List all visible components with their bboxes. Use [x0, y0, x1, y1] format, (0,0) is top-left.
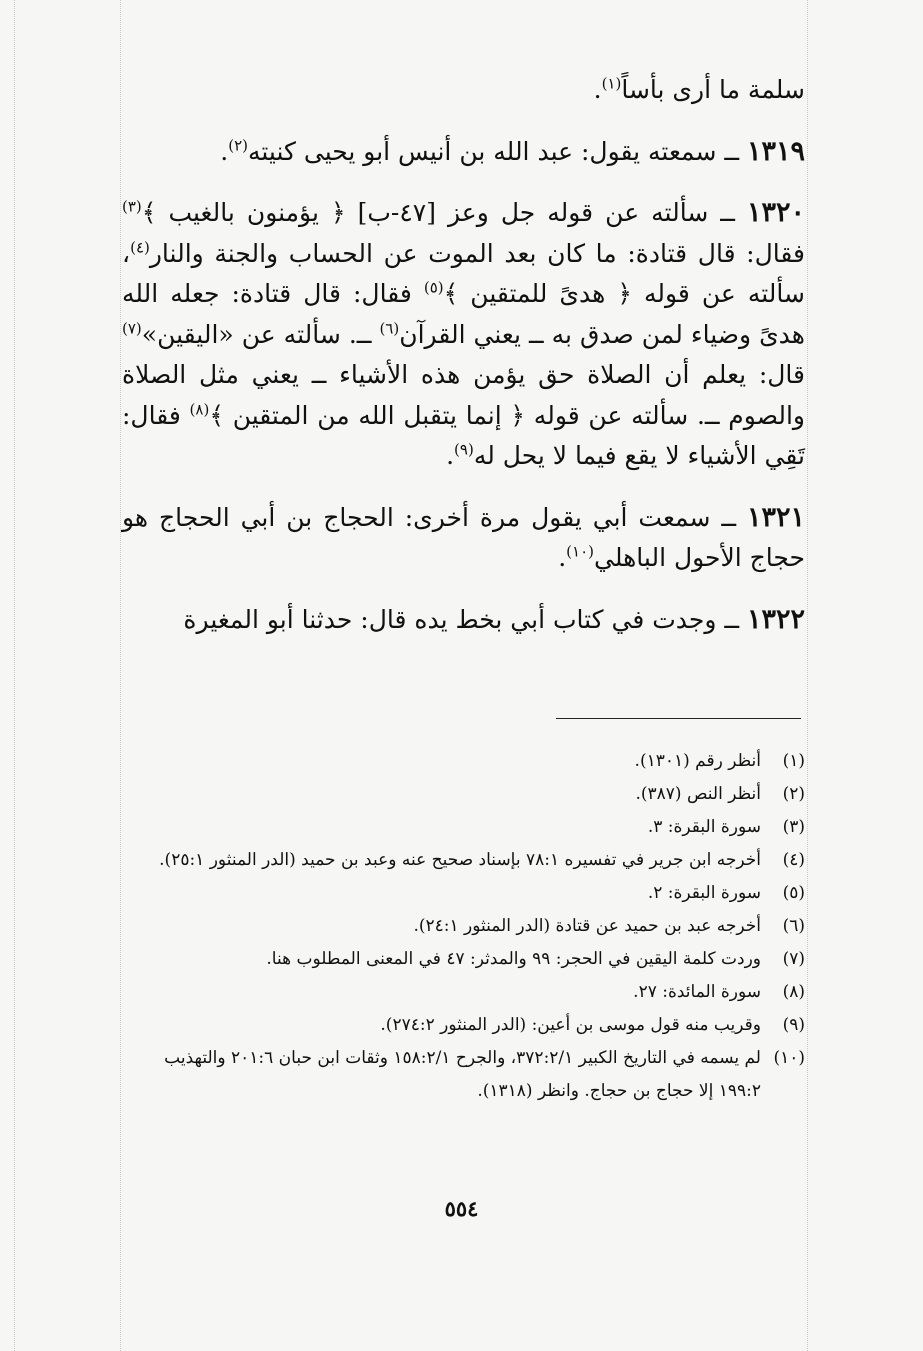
footnote-ref: (٧)	[122, 319, 142, 338]
main-text	[122, 70, 805, 661]
footnote-number: (٨)	[782, 982, 805, 1002]
footnote-item	[120, 745, 805, 778]
footnote-number: (٧)	[782, 949, 805, 969]
paragraph-text: ــ سمعته يقول: عبد الله بن أنيس أبو يحيى كنيته	[247, 136, 747, 166]
footnote-ref: (٢)	[228, 136, 248, 155]
footnote-ref: (٥)	[423, 278, 444, 297]
paragraph-text: ــ. سألته عن «اليقين»	[141, 319, 380, 349]
footnote-number: (١)	[782, 751, 805, 771]
footnote-item	[120, 778, 805, 811]
footnote-text: وردت كلمة اليقين في الحجر: ٩٩ والمدثر: ٤٧ في المعنى المطلوب هنا.	[266, 949, 761, 969]
footnote-text: وقريب منه قول موسى بن أعين: (الدر المنثور ٢٧٤:٢).	[380, 1015, 761, 1035]
footnote-number: (٢)	[782, 784, 805, 804]
footnote-number: (٤)	[782, 850, 805, 870]
footnote-number: (٩)	[782, 1015, 805, 1035]
footnote-item	[120, 1042, 805, 1108]
paragraph-continuation: سلمة ما أرى بأساً$^{(١)}$.	[593, 74, 805, 104]
footnote-item	[120, 811, 805, 844]
paragraph-1319: ١٣١٩ ــ سمعته يقول: عبد الله بن أنيس أبو يحيى كنيته$^{(٢)}$.	[220, 135, 805, 167]
footnote-item	[120, 877, 805, 910]
footnote-ref: (١٠)	[566, 542, 594, 561]
page-number: ٥٥٤	[444, 1196, 479, 1221]
paragraph-text: فقال: قال قتادة: ما كان بعد الموت عن الحساب والجنة والنار	[149, 238, 805, 268]
footnote-ref: (٨)	[189, 400, 210, 419]
footnote-number: (٥)	[782, 883, 805, 903]
paragraph-text: ــ سمعت أبي يقول مرة أخرى: الحجاج بن أبي الحجاج هو حجاج الأحول الباهلي	[122, 502, 805, 572]
entry-number: ١٣٢١	[746, 501, 805, 533]
footnote-text: أخرجه ابن جرير في تفسيره ٧٨:١ بإسناد صحيح عنه وعبد بن حميد (الدر المنثور ٢٥:١).	[159, 850, 761, 870]
footnote-item	[120, 1009, 805, 1042]
footnote-item	[120, 910, 805, 943]
entry-number: ١٣٢٢	[746, 603, 805, 635]
footnote-ref: (٩)	[454, 440, 474, 459]
entry-number: ١٣٢٠	[746, 197, 805, 228]
footnote-text: أنظر رقم (١٣٠١).	[634, 751, 761, 771]
page-margin-guide-left	[14, 0, 16, 1351]
paragraph-text: ، سألته عن قوله ﴿ هدىً للمتقين ﴾	[122, 238, 805, 308]
footnote-ref: (١)	[601, 74, 622, 93]
footnote-number: (٣)	[782, 817, 805, 837]
footnote-ref: (٤)	[130, 238, 150, 257]
paragraph-text: قال: يعلم أن الصلاة حق يؤمن هذه الأشياء ــ يعني مثل الصلاة والصوم ــ. سألته عن قوله ﴿ إنما يتقبل الله من المتقين ﴾	[122, 360, 806, 430]
footnote-text: سورة البقرة: ٢.	[647, 883, 761, 903]
paragraph-text: ــ وجدت في كتاب أبي بخط يده قال: حدثنا أبو المغيرة	[183, 604, 747, 634]
paragraph-1321: ١٣٢١ ــ سمعت أبي يقول مرة أخرى: الحجاج بن أبي الحجاج هو حجاج الأحول الباهلي$^{(١٠)}$.	[122, 501, 805, 572]
footnote-text: أنظر النص (٣٨٧).	[635, 784, 761, 804]
footnote-text: أخرجه عبد بن حميد عن قتادة (الدر المنثور ٢٤:١).	[413, 916, 761, 936]
footnote-item	[120, 943, 805, 976]
footnote-ref: (٣)	[122, 197, 142, 216]
paragraph-text: فقال: قال قتادة: جعله الله هدىً وضياء لمن صدق به ــ يعني القرآن	[122, 279, 805, 349]
footnote-number: (٦)	[782, 916, 805, 936]
paragraph-text: ــ سألته عن قوله جل وعز [٤٧-ب] ﴿ يؤمنون بالغيب ﴾	[141, 198, 747, 227]
entry-number: ١٣١٩	[746, 135, 805, 167]
page-margin-guide-inner-right	[807, 0, 809, 1351]
paragraph-text: فقال: تَقِي الأشياء لا يقع فيما لا يحل له	[122, 400, 805, 470]
footnote-text: سورة المائدة: ٢٧.	[633, 982, 761, 1002]
paragraph-text: سلمة ما أرى بأساً	[621, 75, 805, 104]
footnote-item	[120, 844, 805, 877]
footnote-separator	[556, 718, 801, 719]
paragraph-1320: ١٣٢٠ ــ سألته عن قوله جل وعز [٤٧-ب] ﴿ يؤمنون بالغيب ﴾$^{(٣)}$ فقال: قال قتادة: ما كان بعد الموت عن الحساب والجنة والنار$^{(٤)}$، سألته عن قوله ﴿ هدىً للمتقين ﴾$^{(٥)}$ فقال: قال قتادة: جعله الله هدىً وضياء لمن صدق به ــ يعني القرآن$^{(٦)}$ ــ. سألته عن «اليقين»$^{(٧)}$ قال: يعلم أن الصلاة حق يؤمن هذه الأشياء ــ يعني مثل الصلاة والصوم ــ. سألته عن قوله ﴿ إنما يتقبل الله من المتقين ﴾$^{(٨)}$ فقال: تَقِي الأشياء لا يقع فيما لا يحل له$^{(٩)}$.	[122, 197, 806, 470]
footnote-text: سورة البقرة: ٣.	[647, 817, 761, 837]
footnote-number: (١٠)	[773, 1048, 805, 1068]
paragraph-1322	[122, 600, 805, 641]
footnote-ref: (٦)	[379, 319, 400, 338]
footnote-item	[120, 976, 805, 1009]
footnotes	[120, 745, 805, 1108]
footnote-text: لم يسمه في التاريخ الكبير ٣٧٢:٢/١، والجرح ١٥٨:٢/١ وثقات ابن حبان ٢٠١:٦ والتهذيب ١٩٩:٢ إلا حجاج بن حجاج. وانظر (١٣١٨).	[164, 1048, 761, 1101]
